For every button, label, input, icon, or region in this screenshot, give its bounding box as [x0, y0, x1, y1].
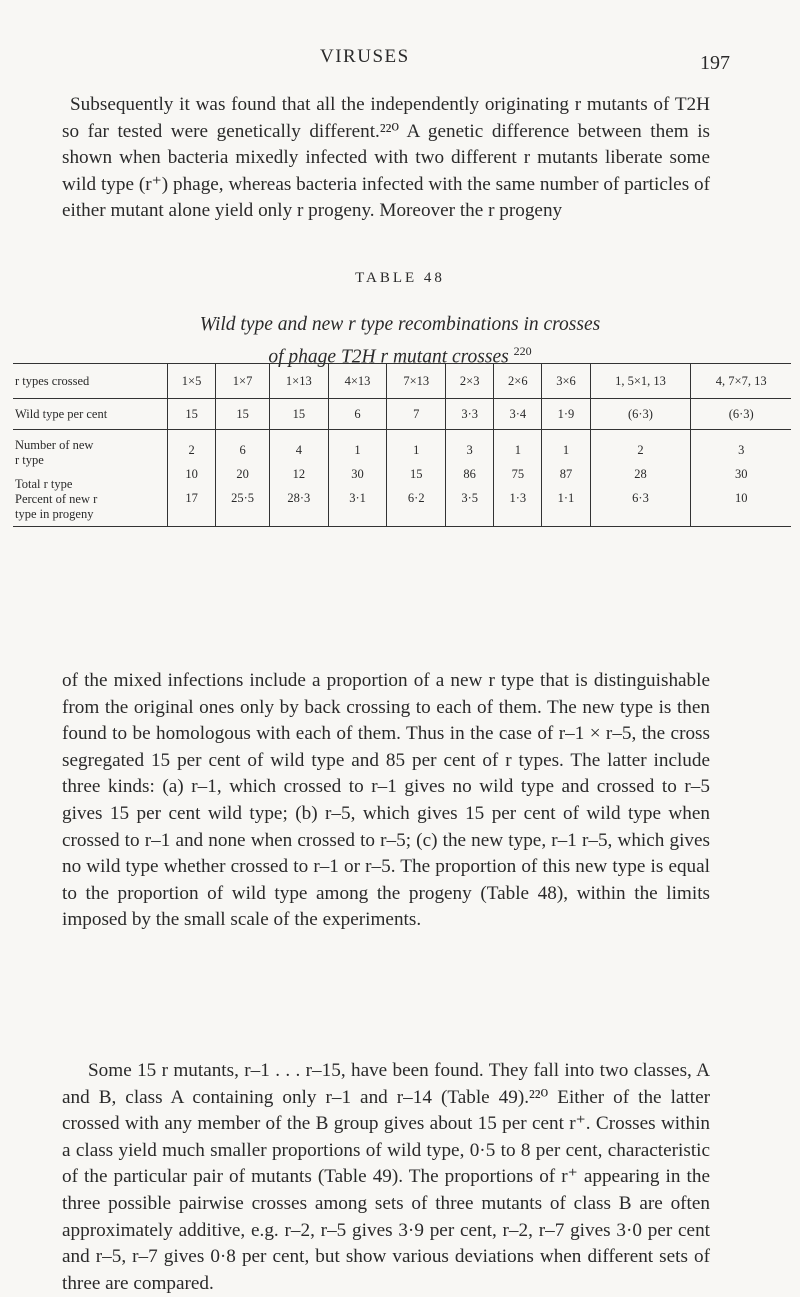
cell-wild: 15 — [269, 399, 328, 430]
table-cell — [328, 430, 387, 527]
table-cell — [494, 430, 542, 527]
cell-wild: 7 — [387, 399, 446, 430]
paragraph-1: Subsequently it was found that all the independently originating r mutants of T2H so far tested were genetically different.²²⁰ A genetic difference between them is shown when bacteria mixedly infected with two different r mutants liberate some wild type (r⁺) phage, whereas bacteria infected with the same number of particles of either mutant alone yield only r progeny. Moreover the r progeny — [62, 94, 710, 222]
row-label-number-cont: r type — [15, 453, 44, 467]
cell-number: 2 — [188, 443, 195, 457]
cell-percent: 25·5 — [231, 491, 255, 505]
cell-cross: 4, 7×7, 13 — [691, 364, 791, 399]
cell-wild: (6·3) — [590, 399, 691, 430]
row-label-percent: Percent of new r — [15, 492, 98, 506]
cell-percent: 10 — [734, 491, 748, 505]
table-cell — [387, 430, 446, 527]
cell-total: 30 — [734, 467, 748, 481]
row-labels-lower — [13, 430, 168, 527]
table-row — [13, 364, 791, 399]
running-title: VIRUSES — [320, 46, 410, 67]
cell-number: 1 — [413, 443, 420, 457]
cell-total: 30 — [351, 467, 364, 481]
cell-percent: 1·3 — [509, 491, 527, 505]
row-label-wild: Wild type per cent — [13, 399, 168, 430]
cell-total: 75 — [511, 467, 525, 481]
cell-total: 87 — [559, 467, 573, 481]
cell-wild: 3·3 — [446, 399, 494, 430]
cell-wild: 15 — [168, 399, 216, 430]
cell-number: 1 — [514, 443, 521, 457]
cell-total: 12 — [292, 467, 306, 481]
cell-total: 86 — [463, 467, 476, 481]
paragraph-2: of the mixed infections include a proportion of a new r type that is distinguishable from the original ones only by back crossing to each of them. The new type is then found to be homologous with each of them. Thus in the case of r–1 × r–5, the cross segregated 15 per cent of wild type and 85 per cent of r types. The latter include three kinds: (a) r–1, which crossed to r–1 gives no wild type and crossed to r–5 gives 15 per cent wild type; (b) r–5, which gives 15 per cent of wild type when crossed to r–1 and none when crossed to r–5; (c) the new type, r–1 r–5, which gives no wild type whether crossed to r–1 or r–5. The proportion of this new type is equal to the proportion of wild type among the progeny (Table 48), within the limits imposed by the small scale of the experiments. — [62, 670, 710, 931]
table-cell — [269, 430, 328, 527]
row-label-percent-cont: type in progeny — [15, 507, 94, 521]
cell-wild: (6·3) — [691, 399, 791, 430]
cell-percent: 1·1 — [557, 491, 575, 505]
cell-number: 2 — [637, 443, 644, 457]
cell-cross: 2×3 — [446, 364, 494, 399]
cell-cross: 3×6 — [542, 364, 590, 399]
table-cell — [590, 430, 691, 527]
table-caption — [62, 311, 738, 371]
table-caption-line-2: of phage T2H r mutant crosses — [268, 346, 509, 368]
cell-total: 20 — [236, 467, 249, 481]
cell-percent: 3·1 — [349, 491, 366, 505]
table-row — [13, 399, 791, 430]
cell-percent: 3·5 — [461, 491, 478, 505]
cell-cross: 1×7 — [216, 364, 270, 399]
cell-number: 4 — [295, 443, 302, 457]
cell-number: 6 — [239, 443, 246, 457]
table-cell — [446, 430, 494, 527]
running-header — [0, 46, 800, 74]
cell-percent: 28·3 — [287, 491, 311, 505]
cell-wild: 1·9 — [542, 399, 590, 430]
cell-number: 3 — [466, 443, 473, 457]
cell-percent: 6·3 — [632, 491, 649, 505]
cell-cross: 1, 5×1, 13 — [590, 364, 691, 399]
cell-percent: 6·2 — [407, 491, 425, 505]
table-row — [13, 430, 791, 527]
cell-wild: 6 — [328, 399, 387, 430]
cell-wild: 3·4 — [494, 399, 542, 430]
table-label: TABLE 48 — [355, 270, 445, 286]
cell-total: 28 — [634, 467, 647, 481]
row-label-total: Total r type — [15, 477, 73, 491]
cell-percent: 17 — [185, 491, 198, 505]
cell-total: 15 — [409, 467, 423, 481]
cell-cross: 7×13 — [387, 364, 446, 399]
cell-number: 3 — [738, 443, 745, 457]
cell-cross: 1×5 — [168, 364, 216, 399]
cell-number: 1 — [354, 443, 361, 457]
recombination-table — [13, 363, 791, 527]
cell-number: 1 — [562, 443, 570, 457]
table-cell — [168, 430, 216, 527]
cell-total: 10 — [185, 467, 198, 481]
table-cell — [216, 430, 270, 527]
table-caption-ref: 220 — [513, 344, 532, 358]
row-label-number: Number of new — [15, 438, 94, 452]
page-number: 197 — [700, 52, 730, 74]
cell-cross: 2×6 — [494, 364, 542, 399]
cell-wild: 15 — [216, 399, 270, 430]
table-cell — [542, 430, 590, 527]
cell-cross: 4×13 — [328, 364, 387, 399]
table-cell — [691, 430, 791, 527]
paragraph-3: Some 15 r mutants, r–1 . . . r–15, have been found. They fall into two classes, A and B, class A containing only r–1 and r–14 (Table 49).²²⁰ Either of the latter crossed with any member of the B group gives about 15 per cent r⁺. Crosses within a class yield much smaller proportions of wild type, 0·5 to 8 per cent, characteristic of the particular pair of mutants (Table 49). The proportions of r⁺ appearing in the three possible pairwise crosses among sets of three mutants of class B are often approximately additive, e.g. r–2, r–5 gives 3·9 per cent, r–2, r–7 gives 3·0 per cent and r–5, r–7 gives 0·8 per cent, but show various deviations when different sets of three are compared. — [62, 1060, 710, 1294]
cell-cross: 1×13 — [269, 364, 328, 399]
table-caption-line-1: Wild type and new r type recombinations in crosses — [199, 314, 601, 335]
row-label-crossed: r types crossed — [13, 364, 168, 399]
